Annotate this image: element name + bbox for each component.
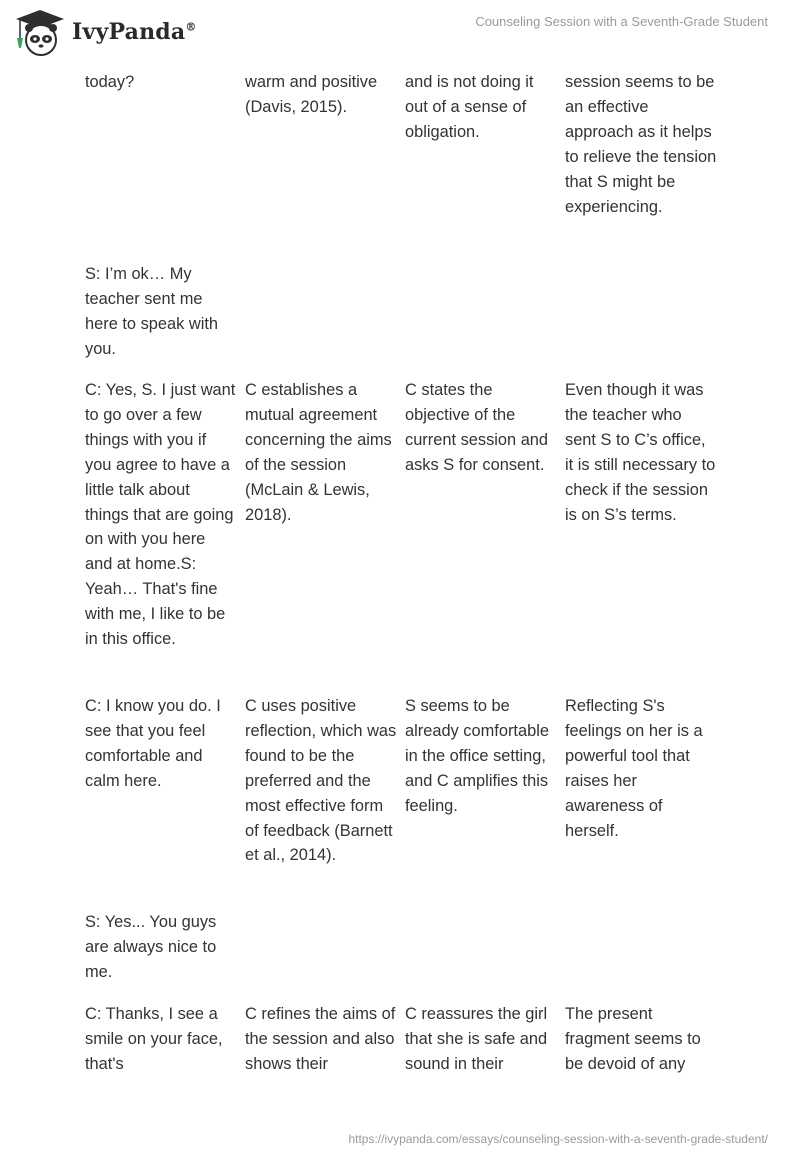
table-row [85, 1002, 725, 1082]
reflection-cell: session seems to be an effective approach as it helps to relieve the tension that S might be experiencing. [565, 73, 717, 216]
table-row [85, 70, 725, 262]
panda-graduate-icon [14, 8, 66, 56]
session-analysis-table [85, 70, 725, 1082]
observation-cell: C states the objective of the current session and asks S for consent. [405, 381, 549, 474]
dialogue-cell: C: Yes, S. I just want to go over a few things with you if you agree to have a little talk about things that are going on with you here and at home.S: Yeah… That's fine with me, I like to be in this office. [85, 381, 236, 649]
technique-cell: C refines the aims of the session and also shows their [245, 1005, 396, 1073]
table-row [85, 262, 725, 378]
page-header [0, 0, 800, 70]
observation-cell: and is not doing it out of a sense of obligation. [405, 73, 534, 141]
brand-logo[interactable] [14, 8, 197, 56]
reflection-cell: Even though it was the teacher who sent S to C’s office, it is still necessary to check if the session is on S’s terms. [565, 381, 716, 524]
dialogue-cell: today? [85, 73, 135, 91]
dialogue-cell: S: I’m ok… My teacher sent me here to speak with you. [85, 265, 219, 358]
dialogue-cell: S: Yes... You guys are always nice to me. [85, 913, 217, 981]
reflection-cell: The present fragment seems to be devoid of any [565, 1005, 701, 1073]
reflection-cell [565, 910, 725, 1002]
technique-cell [245, 910, 405, 1002]
observation-cell: S seems to be already comfortable in the office setting, and C amplifies this feeling. [405, 697, 549, 815]
table-row [85, 910, 725, 1002]
table-row [85, 378, 725, 694]
reflection-cell [565, 262, 725, 378]
technique-cell: C uses positive reflection, which was found to be the preferred and the most effective form of feedback (Barnett et al., 2014). [245, 697, 397, 865]
observation-cell: C reassures the girl that she is safe and sound in their [405, 1005, 548, 1073]
reflection-cell: Reflecting S's feelings on her is a powerful tool that raises her awareness of herself. [565, 697, 703, 840]
observation-cell [405, 262, 565, 378]
technique-cell: C establishes a mutual agreement concerning the aims of the session (McLain & Lewis, 2018). [245, 381, 392, 524]
dialogue-cell: C: Thanks, I see a smile on your face, that's [85, 1005, 223, 1073]
brand-name: IvyPanda® [72, 19, 197, 45]
document-title: Counseling Session with a Seventh-Grade Student [475, 14, 768, 29]
technique-cell: warm and positive (Davis, 2015). [245, 73, 378, 116]
table-row [85, 694, 725, 910]
observation-cell [405, 910, 565, 1002]
dialogue-cell: C: I know you do. I see that you feel comfortable and calm here. [85, 697, 221, 790]
technique-cell [245, 262, 405, 378]
source-url[interactable]: https://ivypanda.com/essays/counseling-session-with-a-seventh-grade-student/ [348, 1132, 768, 1146]
